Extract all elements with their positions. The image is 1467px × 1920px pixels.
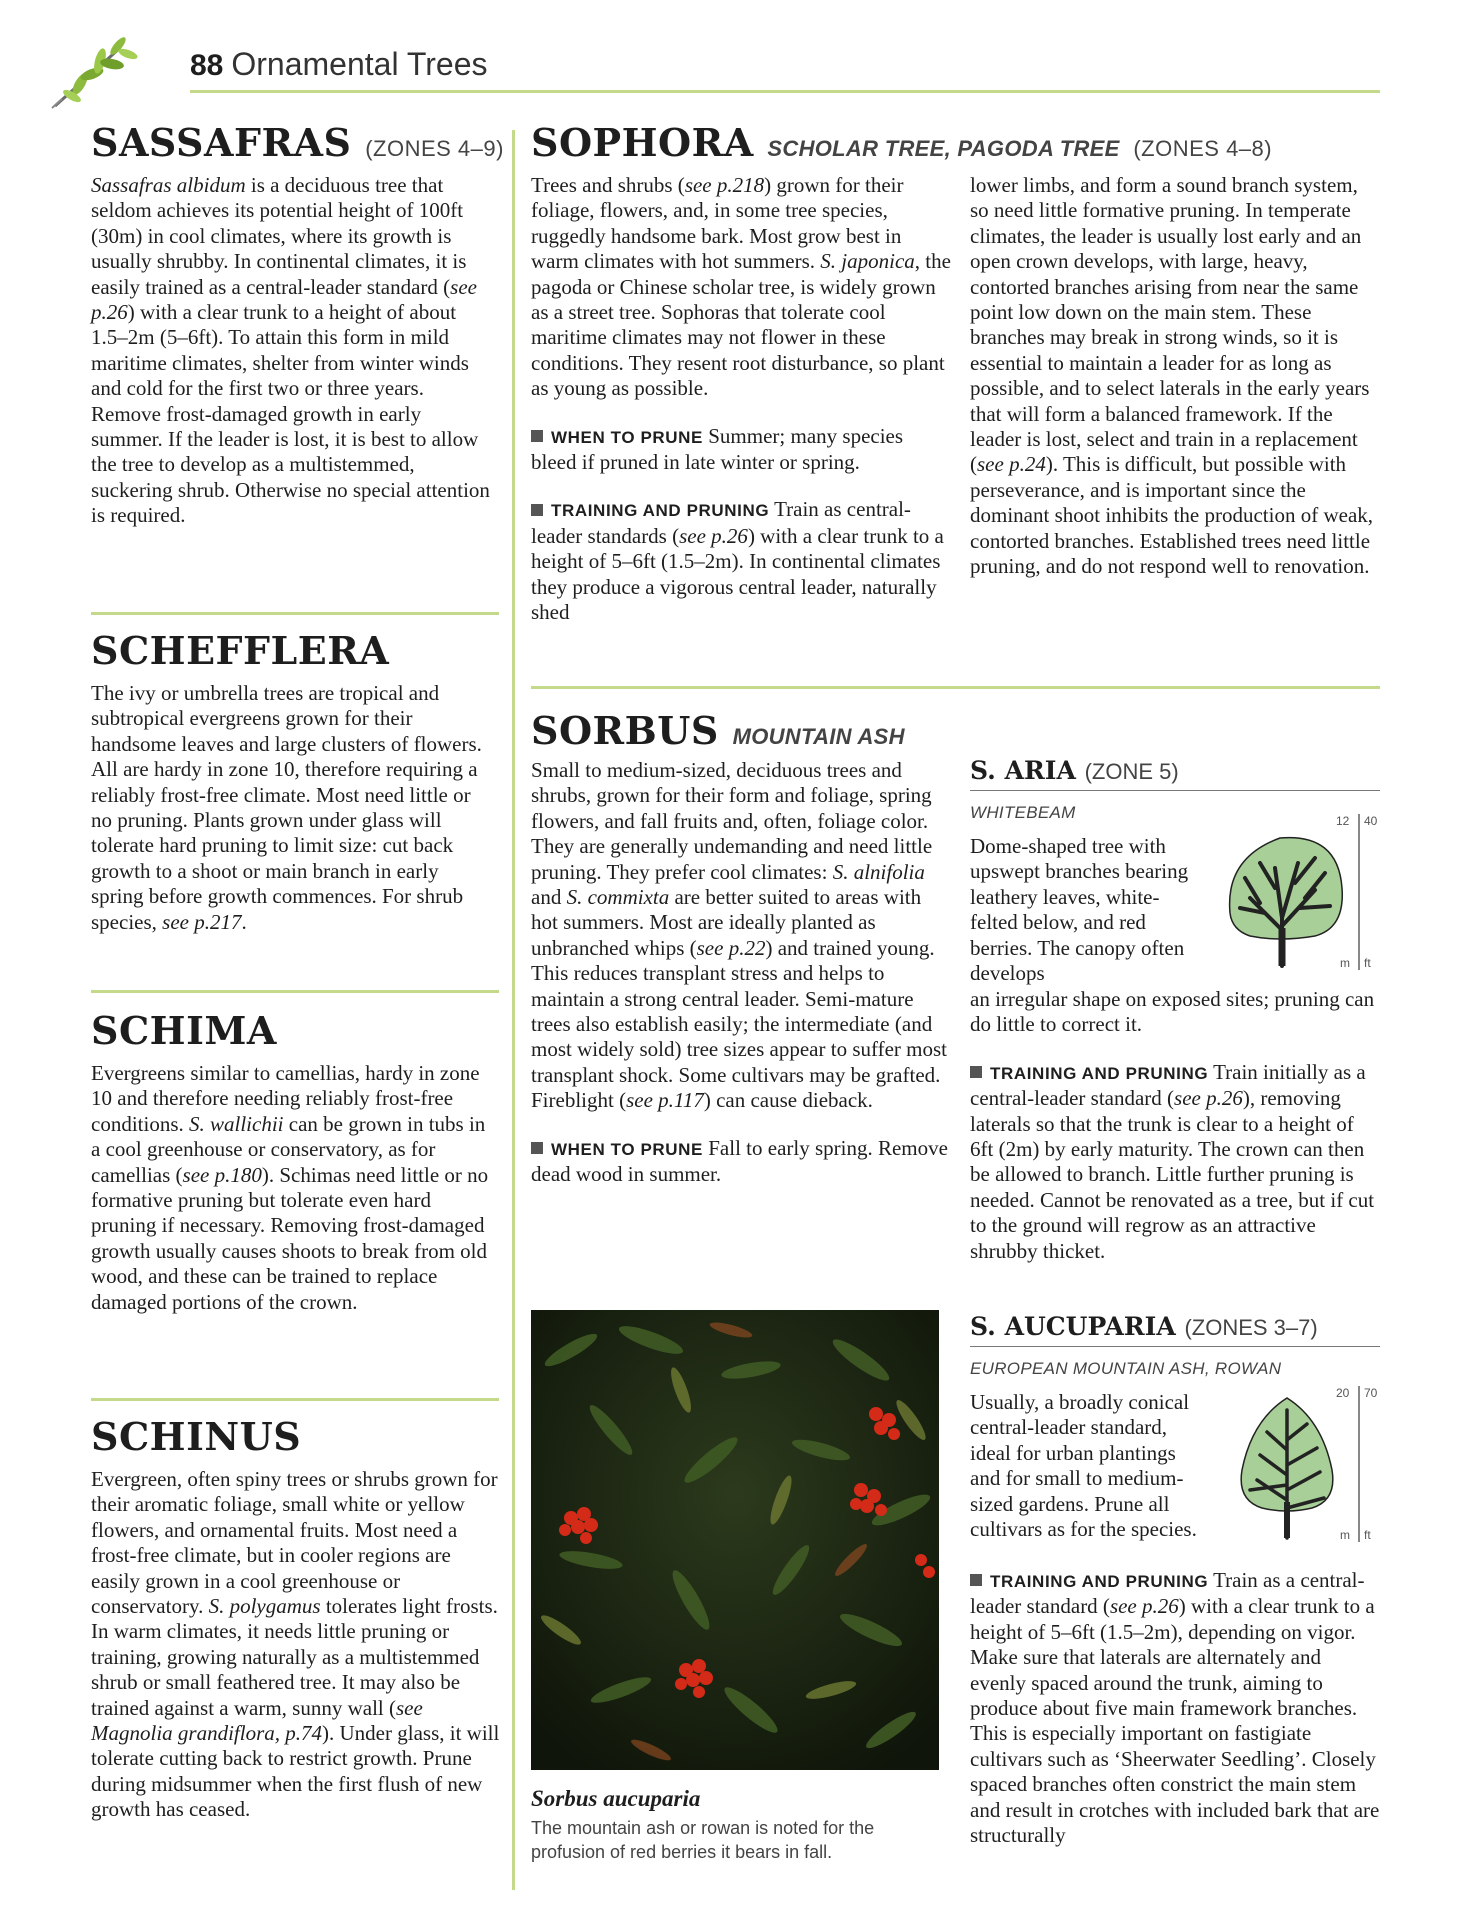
schinus-body: Evergreen, often spiny trees or shrubs grown for their aromatic foliage, small white or yellow flowers, and ornamental fruits. Most need a frost-free climate, but in cooler regions are easily grown in a cool greenhouse or conservatory. S. polygamus tolerates light frosts. In warm climates, it needs little pruning or training, growing naturally as a multistemmed shrub or small feathered tree. It may also be trained against a warm, sunny wall (see Magnolia grandiflora, p.74). Under glass, it will tolerate cutting back to restrict growth. Prune during midsummer when the first flush of new growth has ceased. [91, 1467, 500, 1822]
aucuparia-common-name: EUROPEAN MOUNTAIN ASH, ROWAN [970, 1359, 1282, 1378]
aucuparia-tree-icon [1232, 1390, 1342, 1540]
aucuparia-scale-m: 20 [1336, 1386, 1350, 1400]
sophora-common-name: SCHOLAR TREE, PAGODA TREE [767, 136, 1120, 161]
aucuparia-scale-bar [1358, 1386, 1360, 1542]
aria-zones: (ZONE 5) [1084, 759, 1179, 784]
aucuparia-unit-ft: ft [1364, 1528, 1371, 1542]
sophora-body-col1: Trees and shrubs (see p.218) grown for their foliage, flowers, and, in some tree species, ruggedly handsome bark. Most grow best in warm climates with hot summers. S. japonica, the pagoda or Chinese scholar tree, is widely grown as a street tree. Sophoras that tolerate cool maritime climates may not flower in these conditions. They resent root disturbance, so plant as young as possible. WHEN TO PRUNE Summer; many species bleed if pruned in late winter or spring. TRAINING AND PRUNING Train as central-leader standards (see p.26) with a clear trunk to a height of 5–6ft (1.5–2m). In continental climates they produce a vigorous central leader, naturally shed [531, 173, 951, 625]
aria-common-name: WHITEBEAM [970, 803, 1076, 822]
sorbus-heading: SORBUS MOUNTAIN ASH [531, 708, 905, 753]
divider-schefflera [91, 990, 499, 993]
schima-heading: SCHIMA [91, 1008, 277, 1053]
sorbus-body: Small to medium-sized, deciduous trees and shrubs, grown for their form and foliage, spring flowers, and fall fruits and, often, foliage color. They are generally undemanding and need little pruning. They prefer cool climates: S. alnifolia and S. commixta are better suited to areas with hot summers. Most are ideally planted as unbranched whips (see p.22) and trained young. This reduces transplant stress and helps to maintain a strong central leader. Semi-mature trees also establish easily; the intermediate (and most widely sold) tree sizes appear to suffer most transplant shock. Some cultivars may be grafted. Fireblight (see p.117) can cause dieback. WHEN TO PRUNE Fall to early spring. Remove dead wood in summer. [531, 758, 948, 1187]
sassafras-body: Sassafras albidum is a deciduous tree that seldom achieves its potential height of 100ft (30m) in cool climates, where its growth is usually shrubby. In continental climates, it is easily trained as a central-leader standard (see p.26) with a clear trunk to a height of about 1.5–2m (5–6ft). To attain this form in mild maritime climates, shelter from winter winds and cold for the first two or three years. Remove frost-damaged growth in early summer. If the leader is lost, it is best to allow the tree to develop as a multistemmed, suckering shrub. Otherwise no special attention is required. [91, 173, 490, 528]
sassafras-heading: SASSAFRAS (ZONES 4–9) [91, 120, 504, 165]
aucuparia-scale-ft: 70 [1364, 1386, 1378, 1400]
aria-unit-m: m [1340, 956, 1350, 970]
aria-scale-m: 12 [1336, 814, 1350, 828]
aucuparia-intro: Usually, a broadly conical central-leader standard, ideal for urban plantings and for small to medium-sized gardens. Prune all cultivars as for the species. [970, 1390, 1197, 1542]
header-rule [190, 90, 1380, 93]
page-number: 88 [190, 49, 224, 82]
photo-illustration [531, 1310, 939, 1770]
photo-caption-title: Sorbus aucuparia [531, 1786, 701, 1811]
schima-body: Evergreens similar to camellias, hardy in zone 10 and therefore needing reliably frost-free conditions. S. wallichii can be grown in tubs in a cool greenhouse or conservatory, as for camellias (see p.180). Schimas need little or no formative pruning but tolerate even hard pruning if necessary. Removing frost-damaged growth usually causes shoots to break from old wood, and these can be trained to replace damaged portions of the crown. [91, 1061, 489, 1314]
aria-intro: Dome-shaped tree with upswept branches bearing leathery leaves, white-felted below, and red berries. The canopy often develops [970, 834, 1189, 986]
divider-sophora [531, 686, 1380, 689]
schinus-heading: SCHINUS [91, 1414, 302, 1459]
sophora-body-col2: lower limbs, and form a sound branch system, so need little formative pruning. In temperate climates, the leader is usually lost early and an open crown develops, with large, heavy, contorted branches arising from near the same point low down on the main stem. These branches may break in strong winds, so it is essential to maintain a leader for as long as possible, and to select laterals in the early years that will form a balanced framework. If the leader is lost, select and train in a replacement (see p.24). This is difficult, but possible with perseverance, and is important since the dominant shoot inhibits the production of weak, contorted branches. Established trees need little pruning, and do not respond well to renovation. [970, 173, 1374, 579]
sophora-zones: (ZONES 4–8) [1133, 136, 1273, 161]
divider-sassafras [91, 612, 499, 615]
aucuparia-body: TRAINING AND PRUNING Train as a central-leader standard (see p.26) with a clear trunk to a height of 5–6ft (1.5–2m), depending on vigor. Make sure that laterals are alternately and evenly spaced around the trunk, aiming to produce about five main framework branches. This is especially important on fastigiate cultivars such as ‘Sheerwater Seedling’. Closely spaced branches often constrict the main stem and result in crotches with included bark that are structurally [970, 1568, 1380, 1848]
header-sprig-icon [50, 36, 140, 112]
aria-scale-ft: 40 [1364, 814, 1378, 828]
sophora-heading: SOPHORA SCHOLAR TREE, PAGODA TREE (ZONES 4–8) [531, 120, 1273, 165]
aria-rule [970, 790, 1380, 791]
aria-tree-icon [1220, 818, 1350, 968]
sorbus-aucuparia-photo [531, 1310, 939, 1770]
schefflera-heading: SCHEFFLERA [91, 628, 390, 673]
aucuparia-heading: S. AUCUPARIA (ZONES 3–7) [970, 1312, 1318, 1341]
sorbus-common-name: MOUNTAIN ASH [732, 724, 905, 749]
aria-body: an irregular shape on exposed sites; pruning can do little to correct it. TRAINING AND PRUNING Train initially as a central-leader standard (see p.26), removing laterals so that the trunk is clear to a height of 6ft (2m) by early maturity. The crown can then be allowed to branch. Little further pruning is needed. Cannot be renovated as a tree, but if cut to the ground will regrow as an attractive shrubby thicket. [970, 987, 1375, 1263]
schefflera-body: The ivy or umbrella trees are tropical and subtropical evergreens grown for their handsome leaves and large clusters of flowers. All are hardy in zone 10, therefore requiring a reliably frost-free climate. Most need little or no pruning. Plants grown under glass will tolerate hard pruning to limit size: cut back growth to a shoot or main branch in early spring before growth commences. For shrub species, see p.217. [91, 681, 482, 934]
sassafras-zones: (ZONES 4–9) [365, 136, 504, 161]
divider-schima [91, 1398, 499, 1401]
photo-caption-text: The mountain ash or rowan is noted for the profusion of red berries it bears in fall. [531, 1818, 875, 1862]
aria-unit-ft: ft [1364, 956, 1371, 970]
column-divider [512, 130, 515, 1890]
aucuparia-unit-m: m [1340, 1528, 1350, 1542]
section-title: Ornamental Trees [231, 46, 488, 82]
aucuparia-rule [970, 1346, 1380, 1347]
aria-heading: S. ARIA (ZONE 5) [970, 756, 1179, 785]
aria-scale-bar [1358, 814, 1360, 970]
aucuparia-zones: (ZONES 3–7) [1184, 1315, 1318, 1340]
page-header [190, 46, 487, 83]
